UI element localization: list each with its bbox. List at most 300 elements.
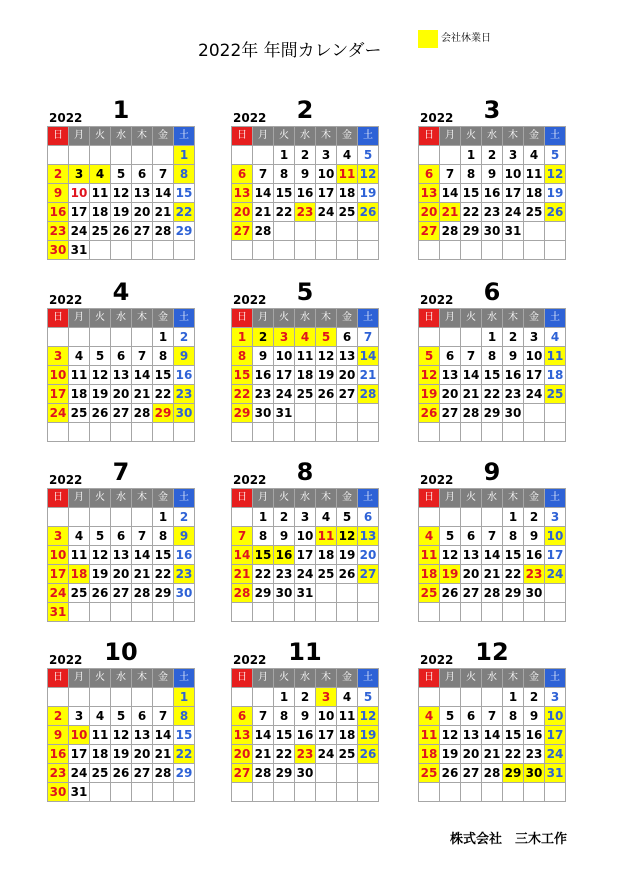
day-cell: 23 (295, 203, 316, 222)
day-cell: 13 (337, 347, 358, 366)
day-cell: 22 (482, 385, 503, 404)
day-cell: 26 (545, 203, 566, 222)
day-cell: 15 (503, 726, 524, 745)
weekday-header: 火 (274, 489, 295, 508)
day-cell: 14 (482, 726, 503, 745)
month-number: 6 (483, 278, 501, 306)
week-row (48, 603, 195, 622)
weekday-header: 月 (440, 489, 461, 508)
day-cell: 12 (90, 366, 111, 385)
month-table (47, 668, 195, 802)
empty-cell (174, 423, 195, 442)
day-cell: 11 (69, 366, 90, 385)
day-cell: 15 (174, 726, 195, 745)
month-year: 2022 (420, 653, 454, 667)
day-cell: 30 (503, 404, 524, 423)
day-cell: 7 (440, 165, 461, 184)
empty-cell (90, 423, 111, 442)
empty-cell (482, 241, 503, 260)
day-cell: 20 (111, 565, 132, 584)
empty-cell (174, 783, 195, 802)
empty-cell (461, 783, 482, 802)
day-cell: 29 (153, 584, 174, 603)
day-cell: 26 (337, 565, 358, 584)
week-row (232, 404, 379, 423)
empty-cell (482, 603, 503, 622)
weekday-header: 日 (419, 127, 440, 146)
empty-cell (337, 764, 358, 783)
day-cell: 4 (90, 707, 111, 726)
day-cell: 27 (337, 385, 358, 404)
day-cell: 2 (174, 508, 195, 527)
week-row (419, 347, 566, 366)
week-row (48, 385, 195, 404)
day-cell: 10 (48, 546, 69, 565)
day-cell: 26 (90, 584, 111, 603)
empty-cell (232, 241, 253, 260)
company-name: 株式会社 三木工作 (450, 832, 568, 847)
day-cell: 3 (69, 707, 90, 726)
month-number: 12 (475, 638, 509, 666)
day-cell: 6 (132, 165, 153, 184)
day-cell: 22 (174, 745, 195, 764)
empty-cell (295, 241, 316, 260)
weekday-header: 土 (174, 309, 195, 328)
weekday-header: 月 (69, 309, 90, 328)
day-cell: 29 (232, 404, 253, 423)
day-cell: 28 (253, 222, 274, 241)
day-cell: 30 (253, 404, 274, 423)
day-cell: 25 (295, 385, 316, 404)
day-cell: 23 (274, 565, 295, 584)
day-cell: 18 (90, 203, 111, 222)
day-cell: 22 (274, 203, 295, 222)
week-row (419, 584, 566, 603)
empty-cell (545, 404, 566, 423)
day-cell: 23 (524, 745, 545, 764)
week-row (48, 184, 195, 203)
weekday-header: 金 (524, 489, 545, 508)
empty-cell (48, 146, 69, 165)
day-cell: 13 (111, 366, 132, 385)
week-row (48, 366, 195, 385)
empty-cell (253, 603, 274, 622)
day-cell: 12 (111, 184, 132, 203)
day-cell: 19 (545, 184, 566, 203)
day-cell: 28 (482, 764, 503, 783)
weekday-header: 水 (295, 127, 316, 146)
day-cell: 14 (153, 184, 174, 203)
day-cell: 13 (232, 726, 253, 745)
empty-cell (358, 222, 379, 241)
week-row (419, 707, 566, 726)
month-year: 2022 (233, 293, 267, 307)
day-cell: 13 (461, 546, 482, 565)
weekday-header: 金 (524, 669, 545, 688)
day-cell: 2 (524, 688, 545, 707)
empty-cell (358, 603, 379, 622)
day-cell: 12 (440, 546, 461, 565)
day-cell: 5 (545, 146, 566, 165)
week-row (419, 688, 566, 707)
day-cell: 9 (482, 165, 503, 184)
month-6 (418, 278, 566, 442)
empty-cell (545, 241, 566, 260)
empty-cell (111, 783, 132, 802)
weekday-header: 月 (253, 489, 274, 508)
month-7 (47, 458, 195, 622)
empty-cell (440, 508, 461, 527)
weekday-header: 日 (419, 309, 440, 328)
empty-cell (48, 328, 69, 347)
weekday-header: 火 (90, 127, 111, 146)
day-cell: 24 (295, 565, 316, 584)
day-cell: 10 (545, 707, 566, 726)
empty-cell (337, 404, 358, 423)
empty-cell (545, 783, 566, 802)
day-cell: 8 (503, 527, 524, 546)
day-cell: 13 (440, 366, 461, 385)
empty-cell (337, 584, 358, 603)
day-cell: 12 (419, 366, 440, 385)
week-row (232, 546, 379, 565)
day-cell: 14 (132, 366, 153, 385)
month-table (418, 488, 566, 622)
day-cell: 5 (111, 165, 132, 184)
day-cell: 9 (48, 184, 69, 203)
day-cell: 26 (111, 764, 132, 783)
day-cell: 24 (69, 764, 90, 783)
day-cell: 29 (153, 404, 174, 423)
empty-cell (132, 423, 153, 442)
empty-cell (111, 508, 132, 527)
empty-cell (132, 241, 153, 260)
weekday-header: 金 (337, 309, 358, 328)
weekday-header: 土 (545, 669, 566, 688)
month-year: 2022 (420, 293, 454, 307)
day-cell: 20 (337, 366, 358, 385)
day-cell: 17 (69, 745, 90, 764)
day-cell: 14 (440, 184, 461, 203)
empty-cell (111, 146, 132, 165)
week-row (419, 565, 566, 584)
day-cell: 27 (461, 764, 482, 783)
empty-cell (440, 328, 461, 347)
day-cell: 1 (274, 688, 295, 707)
empty-cell (461, 688, 482, 707)
weekday-header: 土 (545, 489, 566, 508)
empty-cell (90, 688, 111, 707)
empty-cell (111, 423, 132, 442)
day-cell: 5 (111, 707, 132, 726)
day-cell: 16 (524, 726, 545, 745)
day-cell: 2 (524, 508, 545, 527)
day-cell: 5 (440, 707, 461, 726)
day-cell: 4 (316, 508, 337, 527)
week-row (232, 222, 379, 241)
day-cell: 3 (295, 508, 316, 527)
day-cell: 27 (111, 584, 132, 603)
day-cell: 3 (545, 688, 566, 707)
week-row (419, 366, 566, 385)
day-cell: 15 (503, 546, 524, 565)
day-cell: 16 (274, 546, 295, 565)
day-cell: 5 (440, 527, 461, 546)
day-cell: 14 (461, 366, 482, 385)
day-cell: 16 (482, 184, 503, 203)
day-cell: 10 (48, 366, 69, 385)
day-cell: 25 (545, 385, 566, 404)
day-cell: 28 (440, 222, 461, 241)
day-cell: 6 (461, 707, 482, 726)
day-cell: 8 (274, 707, 295, 726)
weekday-header: 火 (90, 489, 111, 508)
day-cell: 13 (232, 184, 253, 203)
day-cell: 15 (153, 366, 174, 385)
day-cell: 27 (440, 404, 461, 423)
day-cell: 19 (440, 745, 461, 764)
empty-cell (69, 423, 90, 442)
empty-cell (419, 508, 440, 527)
weekday-header: 木 (503, 127, 524, 146)
month-table (231, 308, 379, 442)
empty-cell (524, 404, 545, 423)
weekday-header: 火 (461, 669, 482, 688)
day-cell: 24 (316, 203, 337, 222)
week-row (48, 764, 195, 783)
day-cell: 9 (295, 707, 316, 726)
weekday-header: 土 (358, 127, 379, 146)
day-cell: 31 (274, 404, 295, 423)
day-cell: 25 (419, 764, 440, 783)
day-cell: 10 (69, 184, 90, 203)
day-cell: 3 (316, 688, 337, 707)
day-cell: 9 (174, 347, 195, 366)
day-cell: 14 (153, 726, 174, 745)
empty-cell (337, 423, 358, 442)
empty-cell (274, 423, 295, 442)
day-cell: 18 (419, 565, 440, 584)
day-cell: 28 (153, 764, 174, 783)
day-cell: 6 (358, 508, 379, 527)
day-cell: 13 (111, 546, 132, 565)
day-cell: 15 (232, 366, 253, 385)
day-cell: 2 (482, 146, 503, 165)
empty-cell (132, 688, 153, 707)
day-cell: 26 (419, 404, 440, 423)
day-cell: 12 (90, 546, 111, 565)
day-cell: 9 (48, 726, 69, 745)
day-cell: 30 (524, 764, 545, 783)
day-cell: 15 (274, 184, 295, 203)
week-row (232, 688, 379, 707)
day-cell: 25 (337, 203, 358, 222)
day-cell: 11 (419, 726, 440, 745)
weekday-header: 金 (337, 127, 358, 146)
empty-cell (253, 241, 274, 260)
day-cell: 14 (253, 726, 274, 745)
month-header (418, 96, 566, 126)
day-cell: 15 (461, 184, 482, 203)
month-number: 1 (112, 96, 130, 124)
week-row (419, 508, 566, 527)
day-cell: 30 (48, 783, 69, 802)
day-cell: 19 (111, 745, 132, 764)
empty-cell (132, 328, 153, 347)
empty-cell (48, 423, 69, 442)
week-row (48, 404, 195, 423)
day-cell: 29 (461, 222, 482, 241)
empty-cell (337, 222, 358, 241)
day-cell: 18 (419, 745, 440, 764)
day-cell: 27 (232, 222, 253, 241)
day-cell: 1 (461, 146, 482, 165)
day-cell: 19 (419, 385, 440, 404)
day-cell: 17 (69, 203, 90, 222)
empty-cell (69, 508, 90, 527)
month-number: 2 (296, 96, 314, 124)
day-cell: 21 (132, 385, 153, 404)
day-cell: 12 (440, 726, 461, 745)
day-cell: 24 (545, 745, 566, 764)
empty-cell (274, 222, 295, 241)
day-cell: 8 (232, 347, 253, 366)
week-row (232, 527, 379, 546)
day-cell: 17 (316, 184, 337, 203)
day-cell: 10 (545, 527, 566, 546)
day-cell: 7 (482, 707, 503, 726)
month-3 (418, 96, 566, 260)
weekday-header: 木 (132, 489, 153, 508)
weekday-header: 土 (545, 127, 566, 146)
weekday-header: 日 (48, 127, 69, 146)
empty-cell (153, 603, 174, 622)
day-cell: 23 (524, 565, 545, 584)
day-cell: 30 (174, 584, 195, 603)
day-cell: 27 (111, 404, 132, 423)
day-cell: 30 (524, 584, 545, 603)
empty-cell (48, 508, 69, 527)
empty-cell (316, 423, 337, 442)
month-11 (231, 638, 379, 802)
empty-cell (232, 423, 253, 442)
day-cell: 11 (90, 184, 111, 203)
empty-cell (461, 423, 482, 442)
week-row (48, 347, 195, 366)
empty-cell (524, 783, 545, 802)
day-cell: 20 (232, 745, 253, 764)
empty-cell (153, 241, 174, 260)
day-cell: 21 (482, 745, 503, 764)
day-cell: 4 (524, 146, 545, 165)
empty-cell (419, 241, 440, 260)
day-cell: 18 (69, 565, 90, 584)
empty-cell (461, 328, 482, 347)
weekday-header: 木 (503, 669, 524, 688)
empty-cell (232, 688, 253, 707)
day-cell: 29 (274, 764, 295, 783)
day-cell: 1 (274, 146, 295, 165)
weekday-header: 月 (69, 669, 90, 688)
day-cell: 23 (295, 745, 316, 764)
day-cell: 4 (337, 688, 358, 707)
day-cell: 17 (274, 366, 295, 385)
day-cell: 3 (545, 508, 566, 527)
day-cell: 10 (295, 527, 316, 546)
weekday-header: 月 (440, 127, 461, 146)
empty-cell (69, 146, 90, 165)
week-row (48, 527, 195, 546)
week-row (48, 423, 195, 442)
day-cell: 26 (316, 385, 337, 404)
weekday-header: 土 (545, 309, 566, 328)
day-cell: 28 (358, 385, 379, 404)
day-cell: 1 (253, 508, 274, 527)
empty-cell (90, 508, 111, 527)
day-cell: 24 (316, 745, 337, 764)
day-cell: 23 (482, 203, 503, 222)
week-row (419, 764, 566, 783)
month-year: 2022 (233, 111, 267, 125)
empty-cell (232, 783, 253, 802)
weekday-header: 木 (132, 309, 153, 328)
day-cell: 19 (316, 366, 337, 385)
week-row (232, 241, 379, 260)
weekday-header: 月 (440, 669, 461, 688)
empty-cell (295, 404, 316, 423)
day-cell: 19 (90, 385, 111, 404)
day-cell: 5 (90, 347, 111, 366)
day-cell: 23 (174, 565, 195, 584)
week-row (232, 146, 379, 165)
day-cell: 31 (69, 783, 90, 802)
weekday-header: 火 (274, 309, 295, 328)
weekday-header: 火 (274, 669, 295, 688)
day-cell: 29 (253, 584, 274, 603)
empty-cell (524, 241, 545, 260)
empty-cell (545, 222, 566, 241)
weekday-header: 木 (132, 669, 153, 688)
day-cell: 22 (253, 565, 274, 584)
week-row (419, 546, 566, 565)
empty-cell (90, 146, 111, 165)
weekday-header: 火 (274, 127, 295, 146)
weekday-header: 水 (111, 127, 132, 146)
day-cell: 9 (524, 527, 545, 546)
day-cell: 10 (316, 165, 337, 184)
month-1 (47, 96, 195, 260)
day-cell: 27 (232, 764, 253, 783)
weekday-header: 火 (90, 669, 111, 688)
weekday-header: 水 (482, 669, 503, 688)
week-row (232, 707, 379, 726)
day-cell: 10 (503, 165, 524, 184)
month-header (231, 638, 379, 668)
day-cell: 13 (461, 726, 482, 745)
week-row (48, 328, 195, 347)
week-row (419, 203, 566, 222)
empty-cell (337, 783, 358, 802)
empty-cell (295, 423, 316, 442)
day-cell: 18 (545, 366, 566, 385)
day-cell: 31 (48, 603, 69, 622)
empty-cell (316, 584, 337, 603)
empty-cell (295, 783, 316, 802)
weekday-header: 水 (482, 489, 503, 508)
day-cell: 18 (337, 726, 358, 745)
empty-cell (440, 603, 461, 622)
day-cell: 7 (482, 527, 503, 546)
